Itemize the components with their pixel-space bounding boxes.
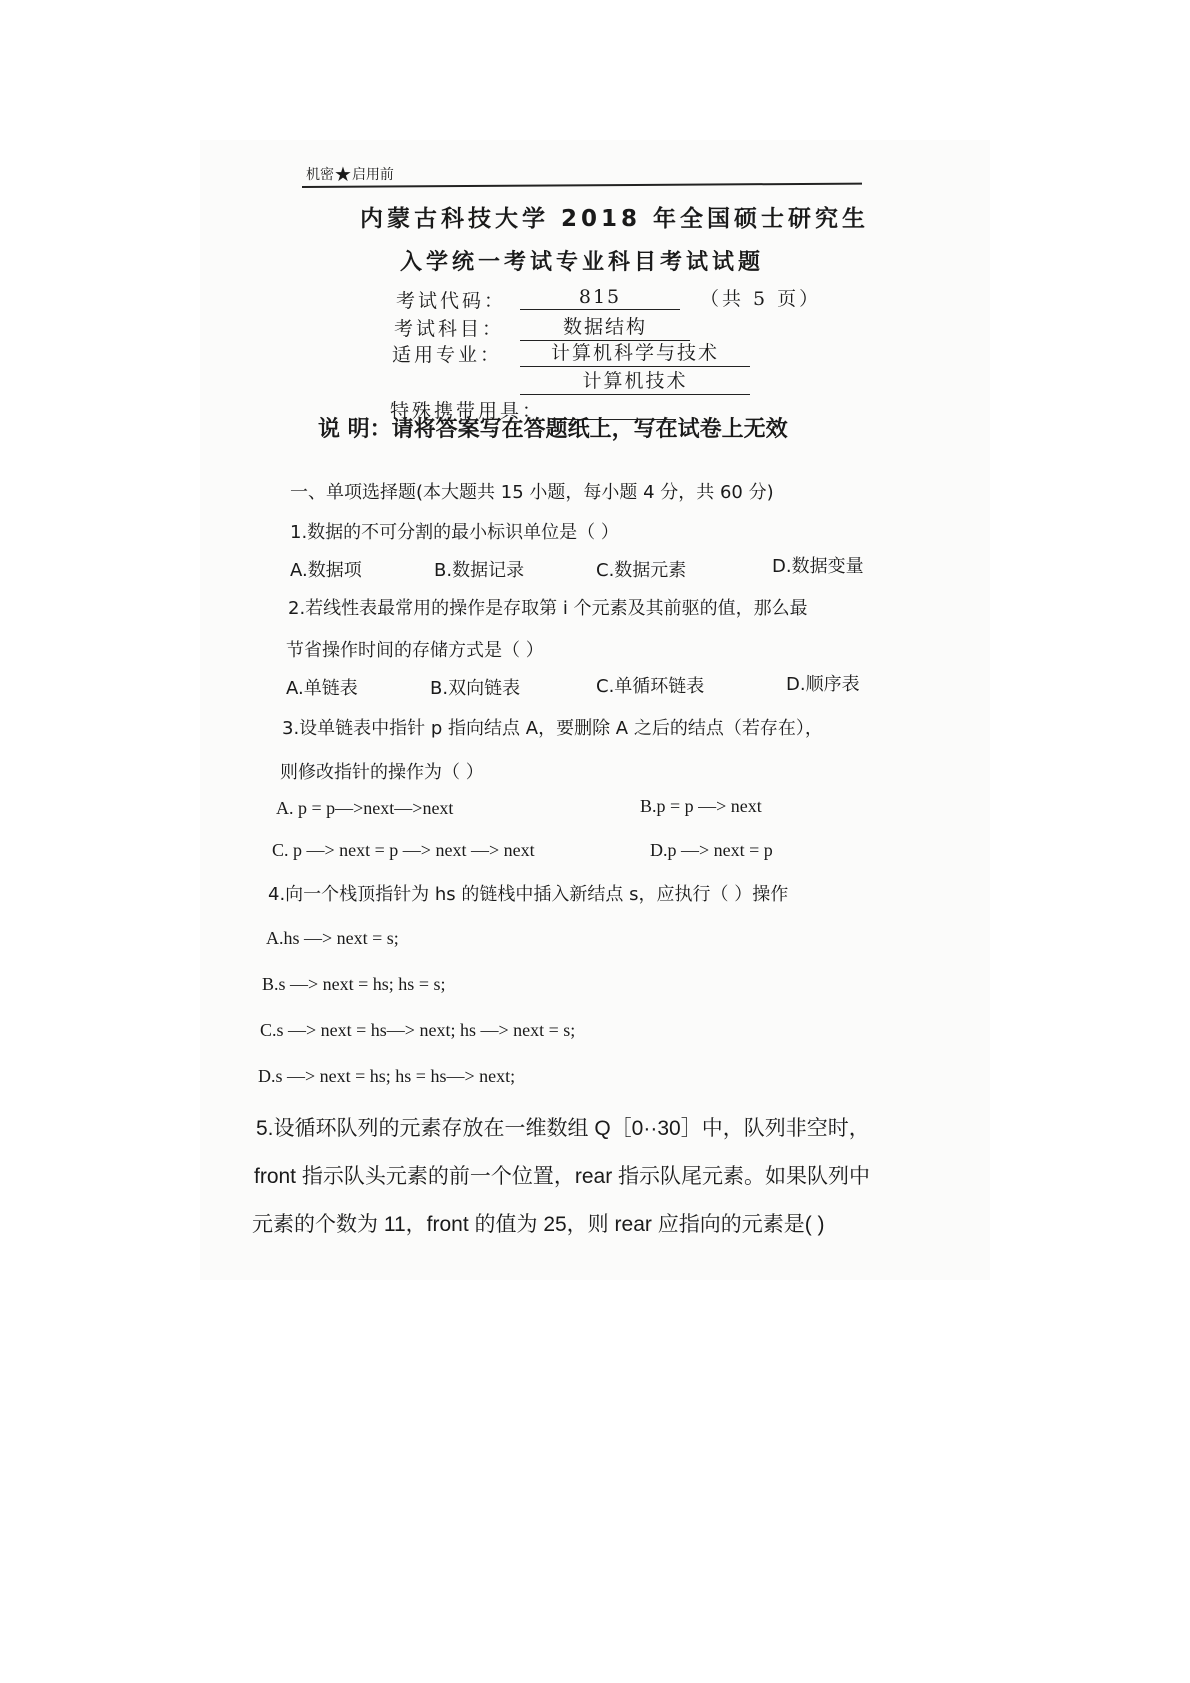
subject-value: 数据结构 <box>520 312 690 341</box>
q3-option-a: A. p = p—>next—>next <box>276 798 454 818</box>
q2-option-a: A.单链表 <box>286 678 358 699</box>
major-value-1: 计算机科学与技术 <box>520 338 750 367</box>
code-value: 815 <box>520 286 680 310</box>
q5-stem-line2: front 指示队头元素的前一个位置，rear 指示队尾元素。如果队列中 <box>254 1165 871 1188</box>
q3-option-c: C. p —> next = p —> next —> next <box>272 840 535 860</box>
q2-option-d: D.顺序表 <box>786 674 860 695</box>
tools-label: 特殊携带用具： <box>390 400 545 422</box>
q2-option-b: B.双向链表 <box>430 678 521 699</box>
confidential-mark <box>306 164 394 184</box>
major-label: 适用专业： <box>392 344 503 366</box>
q4-option-d: D.s —> next = hs; hs = hs—> next; <box>258 1066 516 1086</box>
exam-title: 内蒙古科技大学 2018 年全国硕士研究生 <box>360 206 870 232</box>
instruction-note: 说 明：请将答案写在答题纸上，写在试卷上无效 <box>318 417 788 442</box>
q1-option-c: C.数据元素 <box>596 560 687 581</box>
page-count: （共 5 页） <box>700 288 822 310</box>
q3-stem-line2: 则修改指针的操作为（ ） <box>280 762 484 783</box>
q5-stem-line1: 5.设循环队列的元素存放在一维数组 Q［0··30］中，队列非空时， <box>256 1117 870 1140</box>
q1-option-a: A.数据项 <box>290 560 362 581</box>
subject-label: 考试科目： <box>394 318 505 340</box>
q3-stem-line1: 3.设单链表中指针 p 指向结点 A，要删除 A 之后的结点（若存在）， <box>282 718 823 739</box>
q2-option-c: C.单循环链表 <box>596 676 705 697</box>
code-label: 考试代码： <box>396 290 507 312</box>
q4-option-c: C.s —> next = hs—> next; hs —> next = s; <box>260 1020 576 1040</box>
secret-left-text: 机密 <box>306 167 334 183</box>
q3-option-b: B.p = p —> next <box>640 796 762 816</box>
q5-stem-line3: 元素的个数为 11，front 的值为 25，则 rear 应指向的元素是( ) <box>252 1213 825 1236</box>
section-heading: 一、单项选择题(本大题共 15 小题，每小题 4 分，共 60 分) <box>290 482 774 503</box>
q1-option-d: D.数据变量 <box>772 556 864 577</box>
exam-subtitle: 入学统一考试专业科目考试试题 <box>400 250 765 275</box>
q1-option-b: B.数据记录 <box>434 560 525 581</box>
q1-stem: 1.数据的不可分割的最小标识单位是（ ） <box>290 522 619 543</box>
star-icon: ★ <box>334 162 352 186</box>
q4-stem: 4.向一个栈顶指针为 hs 的链栈中插入新结点 s，应执行（ ）操作 <box>268 884 789 905</box>
q4-option-a: A.hs —> next = s; <box>266 928 399 948</box>
major-value-2: 计算机技术 <box>520 366 750 395</box>
q3-option-d: D.p —> next = p <box>650 840 773 860</box>
q2-stem-line2: 节省操作时间的存储方式是（ ） <box>286 640 544 661</box>
q4-option-b: B.s —> next = hs; hs = s; <box>262 974 446 994</box>
secret-right-text: 启用前 <box>351 167 394 183</box>
exam-paper <box>200 140 990 1280</box>
q2-stem-line1: 2.若线性表最常用的操作是存取第 i 个元素及其前驱的值，那么最 <box>288 598 808 619</box>
